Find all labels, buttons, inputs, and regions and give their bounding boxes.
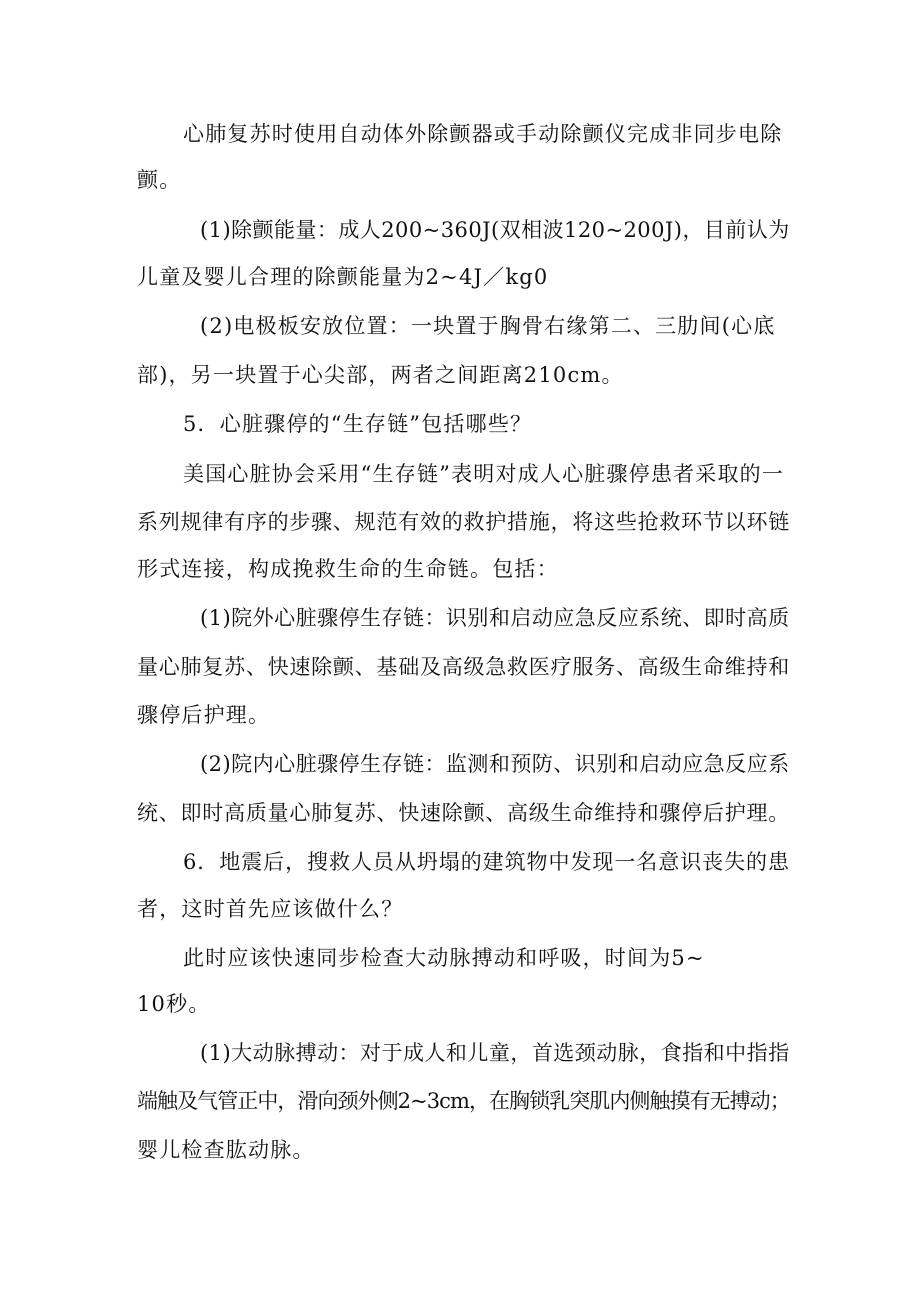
paragraph-line: (2)院内心脏骤停生存链：监测和预防、识别和启动应急反应系	[200, 752, 790, 776]
paragraph-line: 儿童及婴儿合理的除颤能量为2~4J／kg0	[137, 265, 549, 289]
paragraph-line: 美国心脏协会采用“生存链”表明对成人心脏骤停患者采取的一	[183, 462, 785, 486]
paragraph-line: 骤停后护理。	[137, 703, 271, 727]
paragraph-line: 统、即时高质量心肺复苏、快速除颤、高级生命维持和骤停后护理。	[137, 801, 790, 825]
paragraph-line: 婴儿检查肱动脉。	[137, 1138, 315, 1162]
paragraph-line: 心肺复苏时使用自动体外除颤器或手动除颤仪完成非同步电除	[183, 122, 783, 146]
paragraph-line: 形式连接，构成挽救生命的生命链。包括：	[137, 557, 559, 581]
paragraph-line: 颤。	[137, 168, 182, 192]
paragraph-line: (1)除颤能量：成人200~360J(双相波120~200J)，目前认为	[200, 218, 790, 242]
paragraph-line: (1)院外心脏骤停生存链：识别和启动应急反应系统、即时高质	[200, 606, 790, 630]
paragraph-line: 端触及气管正中，滑向颈外侧2~3cm，在胸锁乳突肌内侧触摸有无搏动；	[137, 1089, 790, 1113]
paragraph-line: (2)电极板安放位置：一块置于胸骨右缘第二、三肋间(心底	[200, 314, 776, 338]
paragraph-line: 系列规律有序的步骤、规范有效的救护措施，将这些抢救环节以环链	[137, 510, 790, 534]
question-heading: 5．心脏骤停的“生存链”包括哪些？	[183, 412, 533, 436]
question-heading: 6．地震后，搜救人员从坍塌的建筑物中发现一名意识丧失的患	[183, 850, 790, 874]
paragraph-line: 量心肺复苏、快速除颤、基础及高级急救医疗服务、高级生命维持和	[137, 655, 790, 679]
paragraph-line: 者，这时首先应该做什么？	[137, 897, 404, 921]
paragraph-line: (1)大动脉搏动：对于成人和儿童，首选颈动脉，食指和中指指	[200, 1041, 790, 1065]
paragraph-line: 10秒。	[137, 992, 211, 1016]
paragraph-line: 此时应该快速同步检查大动脉搏动和呼吸，时间为5~	[183, 946, 705, 970]
paragraph-line: 部)，另一块置于心尖部，两者之间距离210cm。	[137, 363, 624, 387]
